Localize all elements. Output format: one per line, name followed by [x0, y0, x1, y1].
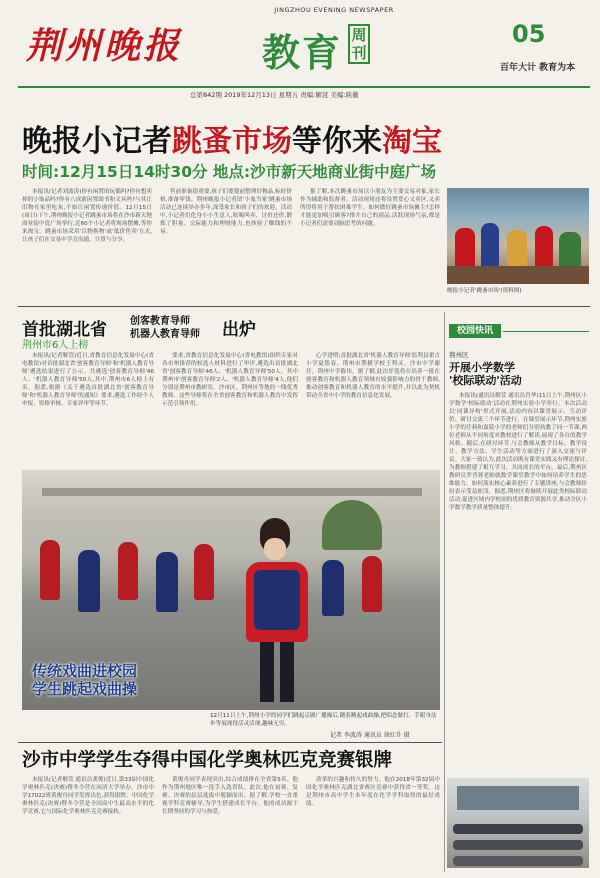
opera-overlay-line2: 学生跳起戏曲操 [32, 680, 138, 698]
flea-market-photo [447, 188, 589, 284]
headline1-part-d: 淘宝 [382, 124, 442, 159]
sidebar-tag-rule [503, 331, 589, 332]
sidebar-body-text: 本报讯(通讯员解萱 通讯员肖华)11日上午,荆州区小学数学'校际联动'活动在荆州实验小学举行。本次活动以'同课异构'形式开展,活动内容以课堂展示、互动评价、研讨交流三个环节进行。在课堂展示环节,荆州实验小学的任莉和嘉陵小学的老师们分别执教了同一节课,两位老师从不同角度对教材进行了解读,展现了各自的教学风格。随后,在研讨环节,与会教师从教学目标、教学设计、教学方法、学生活动等方面进行了深入交流与评议。大家一致认为,此次活动既有课堂实践又有理论探讨,为教师搭建了相互学习、共同成长的平台。最后,荆州区教研员罗晋蓉老师就数学课堂教学中如何培养学生的思维能力、如何落实核心素养进行了专题讲座,与会教师纷纷表示受益匪浅。据悉,荆州区将继续开展此类校际联动活动,促进区域内学校间的优质教育资源共享,推动全区小学数学教学质量整体提升。 [449, 393, 587, 511]
headline3-col2 [162, 776, 298, 876]
paper-logo [26, 18, 206, 68]
paper-name: 荆州晚报 [26, 25, 183, 67]
slogan: 百年大计 教育为本 [500, 63, 576, 73]
section-sub: 周刊 [348, 24, 370, 64]
issue-line: 总第842期 2019年12月13日 星期五 责编:解萱 美编:陕徽 [190, 91, 359, 99]
headline1-subline: 时间:12月15日14时30分 地点:沙市新天地商业街中庭广场 [22, 163, 437, 181]
headline1-part-b: 跳蚤市场 [172, 124, 292, 159]
headline1-col1 [22, 188, 152, 308]
headline-chemistry: 沙市中学学生夺得中国化学奥林匹克竞赛银牌 [22, 750, 393, 771]
section-title: 教育 [262, 31, 343, 75]
headline2-col1 [22, 352, 154, 464]
headline2-title-pre: 首批湖北省 [22, 320, 107, 340]
headline2-col1-text: 本报讯(记者解萱)近日,省教育信息化发展中心(省电教馆)对首批湖北省'创客教育导师'和'机器人教育导师'遴选结果进行了公示。共遴选'创客教育导师'46人、'机器人教育导师'50人,其中,荆州市6人榜上有名。据悉,根据《关于遴选首批湖北省'创客教育导师'和'机器人教育导师'的通知》要求,遴选工作经个人申报、资格审核、专家评审等环节。 [22, 353, 154, 407]
page-number: 05 [512, 20, 546, 48]
sidebar-title-line1: 开展小学数学 [449, 361, 515, 374]
classroom-photo [447, 778, 589, 868]
headline1-part-c: 等你来 [292, 124, 382, 159]
headline3-col3-text: 改革的兴趣和持久的努力。他在2018年第32届中国化学奥林匹克湖北省赛区竞赛中获得省一等奖。这是荆州市高中学生本年度在化学学科取得的最好成绩。 [306, 777, 440, 807]
headline2-title-top: 创客教育导师 [130, 316, 190, 327]
headline2-col3-text: 心学进明;首批湖北省'机器人教育导师'监利县翟吉小学夏银春、荆州市荆横学校王利灵、沙市中学谢任。荆州中学陈伟。据了解,此次评选将在培养一批在创客教育和机器人教育领域有较强影响力的骨干教师,推动创客教育和机器人教育的水平提升,并以此为契机带动全省中小学的教育信息化发展。 [306, 353, 440, 399]
headline2-title-bottom: 机器人教育导师 [130, 329, 200, 340]
headline3-col1 [22, 776, 154, 876]
headline2-subtitle: 荆州市6人上榜 [22, 340, 89, 351]
opera-exercise-photo [22, 470, 440, 710]
headline3-col2-text: 黄俊舟同学表现突出,综合成绩排在全省第5名。他作为荆州地区唯一选手入选省队。此次,他在初赛、复赛、决赛的层层选拔中脱颖而出。据了解,学校一直重视学科竞赛辅导,为学生搭建成长平台。他的成功源于长期坚持的学习与热爱。 [162, 777, 298, 815]
sidebar-divider [444, 312, 445, 872]
masthead-rule [18, 86, 590, 88]
headline1-col2 [160, 188, 292, 298]
sidebar-title [449, 361, 589, 387]
headline1-col1-text: 本报讯(记者刘波涛)你有闲置的玩偶吗?你有想卖掉的小饰品吗?你有八成新闲置图书和文具吗?与其让旧物在家里吃灰,不如让闲置传递价值。12月15日(周日)下午,荆州晚报小记者跳蚤市场将在沙市新天地商业街中庭广场举行,近60个小记者将现场摆摊,等你来淘宝。跳蚤市场采用'以物换物'或'低价售卖'方式,让孩子们在交易中学会沟通、计算与分享。 [22, 189, 152, 243]
opera-photo-caption: 12月11日上午,荆州小学的同学们跳起京剧广播操后,随着跳起戏曲操,把唱念做打、手眼身法步等展现得活灵活现,趣味无穷。 [210, 713, 437, 727]
headline1-part-a: 晚报小记者 [22, 124, 172, 159]
divider-2 [18, 742, 442, 743]
headline-flea-market [22, 116, 442, 160]
sidebar-tag: 校园快讯 [449, 324, 501, 338]
headline1-col3-text: 据了解,本次跳蚤市场以小朋友为主要交易对象,家长作为辅助和监督者。活动现场还将设置爱心义卖区,义卖所得将用于帮扶困难学生。如何做好跳蚤市场摊主?怎样才能更加吸引顾客?推介自己的商品,活跃现场气氛,都是小记者们需要动脑思考的问题。 [300, 189, 440, 227]
opera-photo-credit: 记者 李波涛 通讯员 徐红升 摄 [330, 732, 410, 739]
headline3-col1-text: 本报讯(记者解萱 通讯员龚俊)近日,第33届中国化学奥林匹克(决赛)暨冬令营在同济大学举办。沙市中学17022班黄俊舟同学发挥出色,获得银牌。中国化学奥林匹克(决赛)暨冬令营是全国高中生最高水平的化学竞赛,它与国际化学奥林匹克竞赛接轨。 [22, 777, 154, 815]
headline2-col2-text: 要求,省教育信息化发展中心(省电教馆)组织专家对各市州推荐的候选人材料进行了审评,遴选出首批湖北省'创客教育导师'46人、'机器人教育导师'50人。其中荆州市'创客教育导师'2人、'机器人教育导师'4人,他们分别是荆州市教研室、沙市区、荆州区等地的一线优秀教师。这些导师将在全省创客教育和机器人教育中发挥示范引领作用。 [162, 353, 298, 407]
divider-1 [18, 306, 590, 307]
headline3-col3 [306, 776, 440, 876]
opera-overlay-line1: 传统戏曲进校园 [32, 662, 138, 680]
headline2-col2 [162, 352, 298, 464]
headline1-col2-text: 售前准备很重要,孩子们要提前整理好物品,标好价格,准备零钱。荆州晚报小记者团'小鬼当家'跳蚤市场活动已连续举办多年,深受家长和孩子们的欢迎。活动中,小记者们化身小小生意人,吆喝叫卖、讨价还价,锻炼了胆量、交际能力和理财能力,也体验了赚钱的不易。 [160, 189, 292, 235]
headline2-col3 [306, 352, 440, 464]
sidebar-body [449, 392, 587, 772]
headline2-title-post: 出炉 [222, 320, 256, 340]
english-name: JINGZHOU EVENING NEWSPAPER [274, 6, 394, 14]
opera-overlay-title [32, 662, 137, 698]
flea-market-caption: 晚报小记者'跳蚤市场'(资料图) [447, 288, 522, 294]
sidebar-title-line2: '校际联动'活动 [449, 374, 522, 387]
sidebar-district: 荆州区 [449, 351, 469, 359]
headline1-col3 [300, 188, 440, 298]
